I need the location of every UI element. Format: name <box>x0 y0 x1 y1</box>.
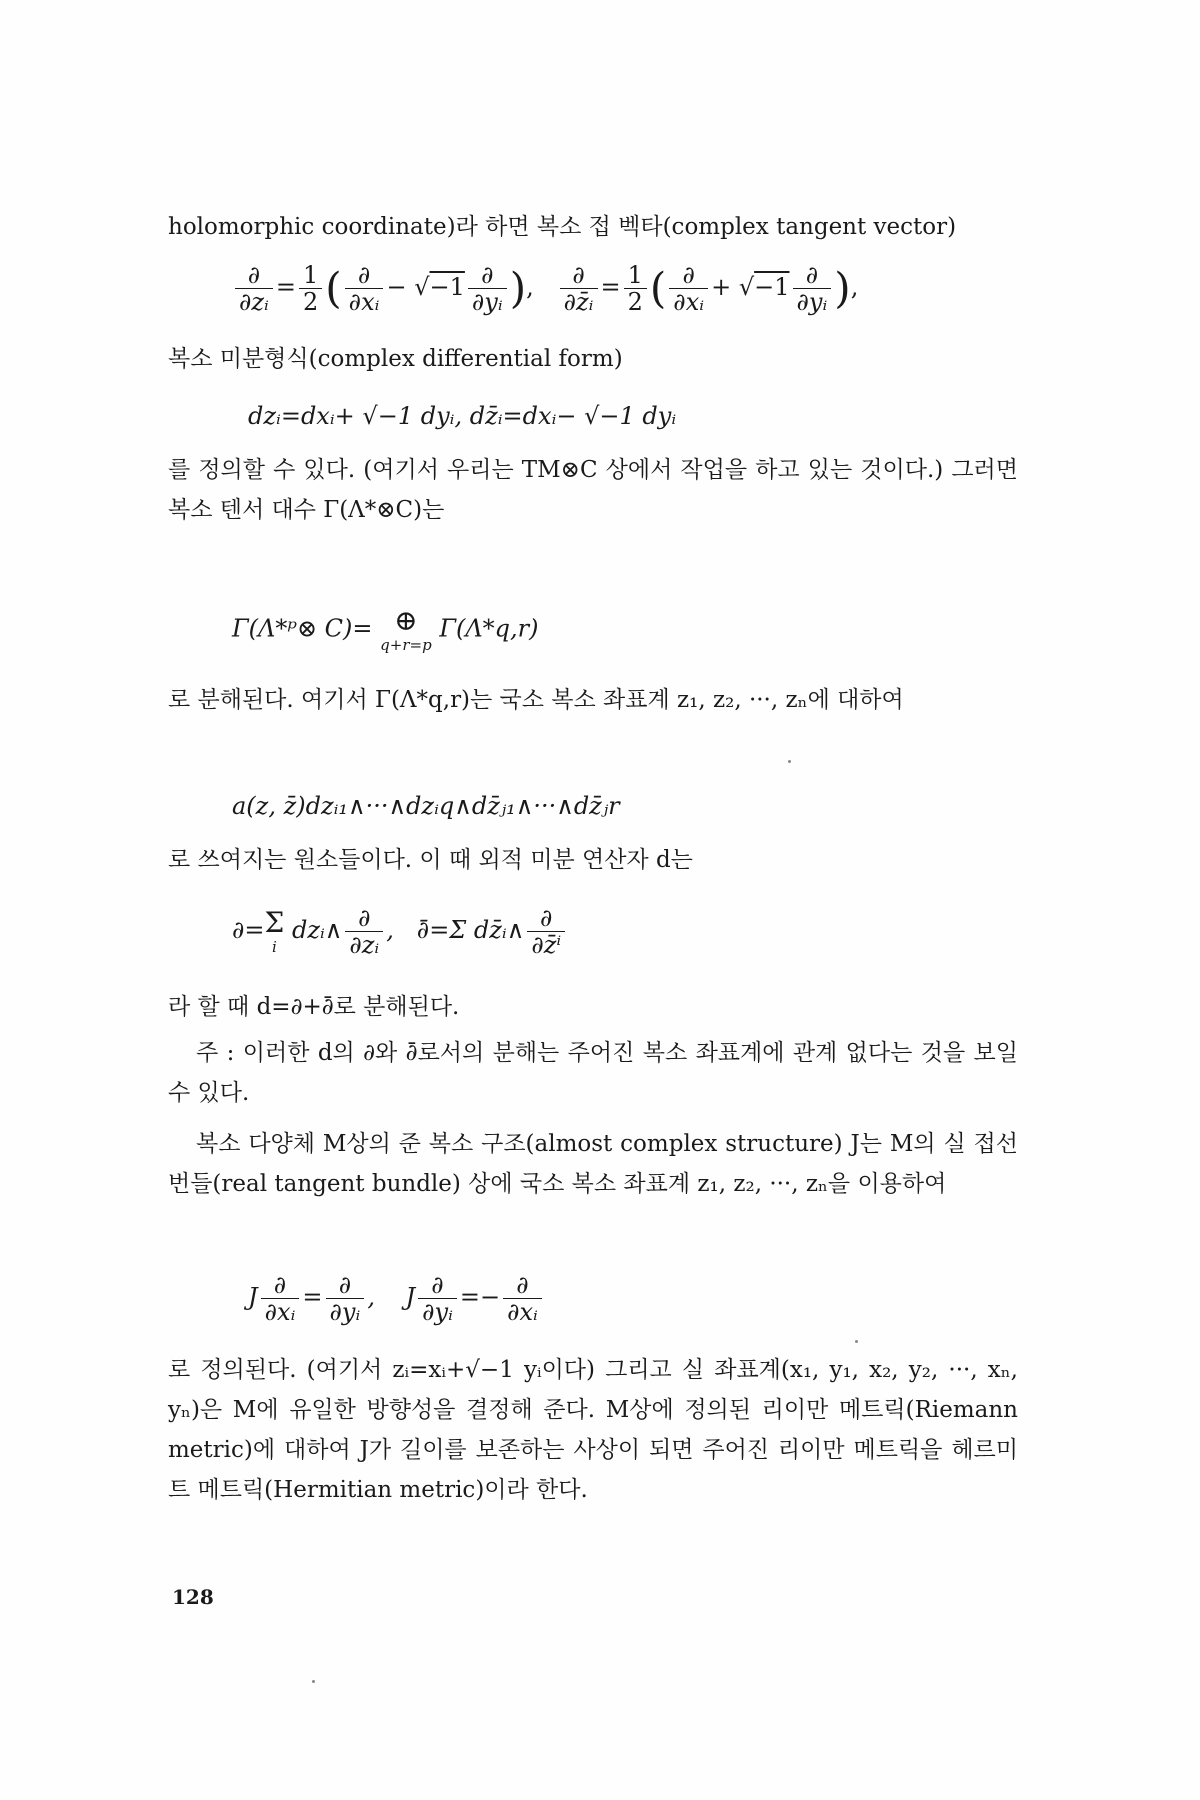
paragraph-8: 복소 다양체 M상의 준 복소 구조(almost complex structure) J는 M의 실 접선 번들(real tangent bundle) 상에 국소 복소 좌표계 z₁, z₂, ···, zₙ을 이용하여 <box>168 1131 1018 1197</box>
scan-speck <box>788 760 791 763</box>
fraction: $\frac{\partial}{\text{∂yᵢ}}$ <box>793 262 832 315</box>
equation-form: a(z, z̄)dzᵢ₁∧···∧dzᵢq∧dz̄ⱼ₁∧···∧dz̄ⱼr <box>232 792 620 820</box>
fraction: $\frac{1}{2}$ <box>299 262 322 315</box>
fraction: $\frac{\partial}{\text{∂z̄ᵢ}}$ <box>560 262 598 315</box>
equation-decomposition: Γ(Λ*ᵖ⊗ C)= ⊕ q+r=p Γ(Λ*q,r) <box>232 604 539 654</box>
paragraph-1: holomorphic coordinate)라 하면 복소 접 벡타(complex tangent vector) <box>168 214 957 240</box>
fraction: $\frac{\partial}{\text{∂xᵢ}}$ <box>261 1272 300 1325</box>
sum-symbol: Σ i <box>264 905 285 956</box>
fraction: $\frac{\partial}{\text{∂yᵢ}}$ <box>326 1272 365 1325</box>
direct-sum: ⊕ q+r=p <box>380 604 432 654</box>
scan-speck <box>855 1340 858 1343</box>
fraction: $\frac{\partial}{\text{∂zᵢ}}$ <box>345 905 383 958</box>
equation-almost-complex: J $\frac{\partial}{\text{∂xᵢ}}$ = $\frac{\partial}{\text{∂yᵢ}}$ , J $\frac{\partial}{\text{∂yᵢ}}$ =− $\frac{\partial}{\text{∂xᵢ}}$ <box>248 1272 545 1325</box>
fraction: $\frac{\partial}{\text{∂zᵢ}}$ <box>235 262 273 315</box>
paragraph-5: 로 쓰여지는 원소들이다. 이 때 외적 미분 연산자 d는 <box>168 847 693 873</box>
scan-speck <box>312 1680 315 1683</box>
page-number: 128 <box>172 1585 214 1609</box>
fraction: $\frac{1}{2}$ <box>624 262 647 315</box>
equation-dz: dzᵢ=dxᵢ+ √−1 dyᵢ, dz̄ᵢ=dxᵢ− √−1 dyᵢ <box>248 402 677 430</box>
fraction: $\frac{\partial}{\text{∂xᵢ}}$ <box>345 262 384 315</box>
fraction: $\frac{\partial}{\text{∂yᵢ}}$ <box>468 262 507 315</box>
fraction: $\frac{\partial}{\text{∂xᵢ}}$ <box>503 1272 542 1325</box>
paragraph-6: 라 할 때 d=∂+∂̄로 분해된다. <box>168 994 460 1020</box>
paragraph-9: 로 정의된다. (여기서 zᵢ=xᵢ+√−1 yᵢ이다) 그리고 실 좌표계(x₁, y₁, x₂, y₂, ···, xₙ, yₙ)은 M에 유일한 방향성을 결정해 준다. M상에 정의된 리이만 메트릭(Riemann metric)에 대하여 J가 길이를 보존하는 사상이 되면 주어진 리이만 메트릭을 헤르미트 메트릭(Hermitian metric)이라 한다. <box>168 1357 1018 1503</box>
fraction: $\frac{\partial}{\text{∂xᵢ}}$ <box>669 262 708 315</box>
paragraph-note: 주 : 이러한 d의 ∂와 ∂̄로서의 분해는 주어진 복소 좌표계에 관계 없다는 것을 보일 수 있다. <box>168 1040 1018 1106</box>
fraction: $\frac{\partial}{\text{∂yᵢ}}$ <box>418 1272 457 1325</box>
equation-wirtinger: $\frac{\partial}{\text{∂zᵢ}}$ = $\frac{1}{2}$ ( $\frac{\partial}{\text{∂xᵢ}}$ − √−1 $\frac{\partial}{\text{∂yᵢ}}$ ), $\frac{\partial}{\text{∂z̄ᵢ}}$ = $\frac{1}{2}$ ( $\frac{\partial}{\text{∂xᵢ}}$ + √−1 $\frac{\partial}{\text{∂yᵢ}}$ ), <box>232 262 858 315</box>
equation-operators: ∂= Σ i dzᵢ∧ $\frac{\partial}{\text{∂zᵢ}}$ , ∂̄=Σ dz̄ᵢ∧ $\frac{\partial}{\text{∂z̄ⁱ}}$ <box>232 905 568 958</box>
paragraph-3: 를 정의할 수 있다. (여기서 우리는 TM⊗C 상에서 작업을 하고 있는 것이다.) 그러면 복소 텐서 대수 Γ(Λ*⊗C)는 <box>168 457 1018 523</box>
paragraph-4: 로 분해된다. 여기서 Γ(Λ*q,r)는 국소 복소 좌표계 z₁, z₂, ···, zₙ에 대하여 <box>168 687 904 713</box>
paragraph-2: 복소 미분형식(complex differential form) <box>168 346 623 372</box>
fraction: $\frac{\partial}{\text{∂z̄ⁱ}}$ <box>527 905 565 958</box>
